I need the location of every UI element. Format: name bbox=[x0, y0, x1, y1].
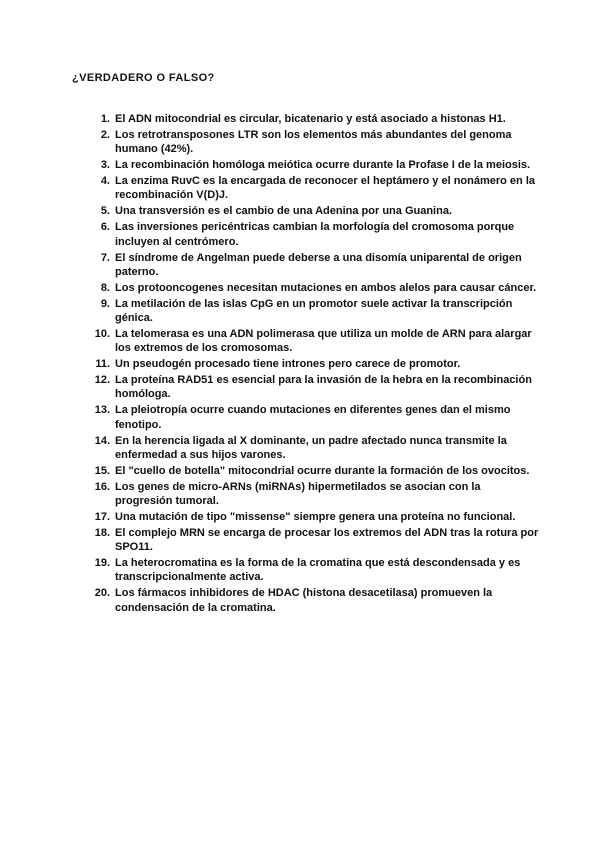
question-number: 7. bbox=[100, 251, 110, 264]
question-number: 18. bbox=[94, 527, 110, 540]
question-text: Los genes de micro-ARNs (miRNAs) hipermetilados se asocian con la progresión tumoral. bbox=[115, 480, 481, 508]
question-text: En la herencia ligada al X dominante, un padre afectado nunca transmite la enfermedad a sus hijos varones. bbox=[115, 434, 507, 461]
question-list bbox=[89, 112, 539, 617]
question-item bbox=[89, 220, 539, 248]
question-text: Las inversiones pericéntricas cambian la morfología del cromosoma porque incluyen al centrómero. bbox=[115, 221, 515, 248]
question-item bbox=[89, 204, 539, 218]
question-number: 5. bbox=[100, 205, 110, 218]
question-number: 10. bbox=[94, 328, 110, 341]
question-number: 12. bbox=[94, 374, 110, 387]
question-text: La proteína RAD51 es esencial para la invasión de la hebra en la recombinación homóloga. bbox=[115, 374, 532, 401]
question-number: 4. bbox=[100, 175, 110, 188]
question-item bbox=[89, 586, 539, 614]
question-number: 19. bbox=[94, 557, 110, 570]
question-number: 20. bbox=[94, 587, 110, 600]
question-number: 15. bbox=[94, 464, 110, 477]
question-item bbox=[89, 158, 539, 172]
document-title: ¿VERDADERO O FALSO? bbox=[72, 72, 215, 84]
question-text: Los retrotransposones LTR son los elementos más abundantes del genoma humano (42%). bbox=[115, 129, 512, 156]
question-item bbox=[89, 373, 539, 401]
question-item bbox=[89, 297, 539, 325]
question-number: 9. bbox=[100, 297, 110, 310]
question-number: 3. bbox=[100, 159, 110, 172]
question-text: La pleiotropía ocurre cuando mutaciones en diferentes genes dan el mismo fenotipo. bbox=[115, 404, 511, 431]
question-text: Los fármacos inhibidores de HDAC (histona desacetilasa) promueven la condensación de la cromatina. bbox=[115, 587, 493, 614]
question-item bbox=[89, 464, 539, 478]
question-item bbox=[89, 112, 539, 126]
question-item bbox=[89, 357, 539, 371]
question-item bbox=[89, 510, 539, 524]
question-item bbox=[89, 526, 539, 554]
question-item bbox=[89, 556, 539, 584]
question-text: La enzima RuvC es la encargada de reconocer el heptámero y el nonámero en la recombinación V(D)J. bbox=[115, 175, 535, 202]
question-text: Una transversión es el cambio de una Adenina por una Guanina. bbox=[115, 205, 453, 218]
question-text: La heterocromatina es la forma de la cromatina que está descondensada y es transcripcionalmente activa. bbox=[115, 557, 521, 584]
question-item bbox=[89, 403, 539, 431]
question-text: El complejo MRN se encarga de procesar los extremos del ADN tras la rotura por SPO11. bbox=[115, 527, 539, 554]
question-text: Una mutación de tipo "missense" siempre genera una proteína no funcional. bbox=[115, 511, 516, 524]
question-text: Los protooncogenes necesitan mutaciones en ambos alelos para causar cáncer. bbox=[115, 281, 537, 294]
question-number: 14. bbox=[94, 434, 110, 447]
question-item bbox=[89, 251, 539, 279]
question-number: 16. bbox=[94, 480, 110, 493]
question-item bbox=[89, 480, 539, 508]
question-number: 11. bbox=[95, 358, 110, 371]
question-text: El ADN mitocondrial es circular, bicatenario y está asociado a histonas H1. bbox=[115, 113, 506, 125]
question-text: El "cuello de botella" mitocondrial ocurre durante la formación de los ovocitos. bbox=[115, 464, 530, 477]
question-number: 13. bbox=[94, 404, 110, 417]
question-text: La metilación de las islas CpG en un promotor suele activar la transcripción génica. bbox=[115, 297, 513, 325]
question-text: El síndrome de Angelman puede deberse a una disomía uniparental de origen paterno. bbox=[115, 251, 522, 278]
question-item bbox=[89, 128, 539, 156]
question-number: 17. bbox=[94, 511, 110, 524]
question-text: La telomerasa es una ADN polimerasa que utiliza un molde de ARN para alargar los extremos de los cromosomas. bbox=[115, 328, 532, 355]
question-number: 2. bbox=[100, 129, 110, 141]
question-number: 1. bbox=[100, 113, 110, 125]
question-number: 6. bbox=[100, 221, 110, 234]
question-text: Un pseudogén procesado tiene intrones pero carece de promotor. bbox=[115, 358, 461, 371]
question-number: 8. bbox=[100, 281, 110, 294]
question-text: La recombinación homóloga meiótica ocurre durante la Profase I de la meiosis. bbox=[115, 159, 531, 172]
question-item bbox=[89, 281, 539, 295]
question-item bbox=[89, 327, 539, 355]
question-item bbox=[89, 174, 539, 202]
question-item bbox=[89, 434, 539, 462]
